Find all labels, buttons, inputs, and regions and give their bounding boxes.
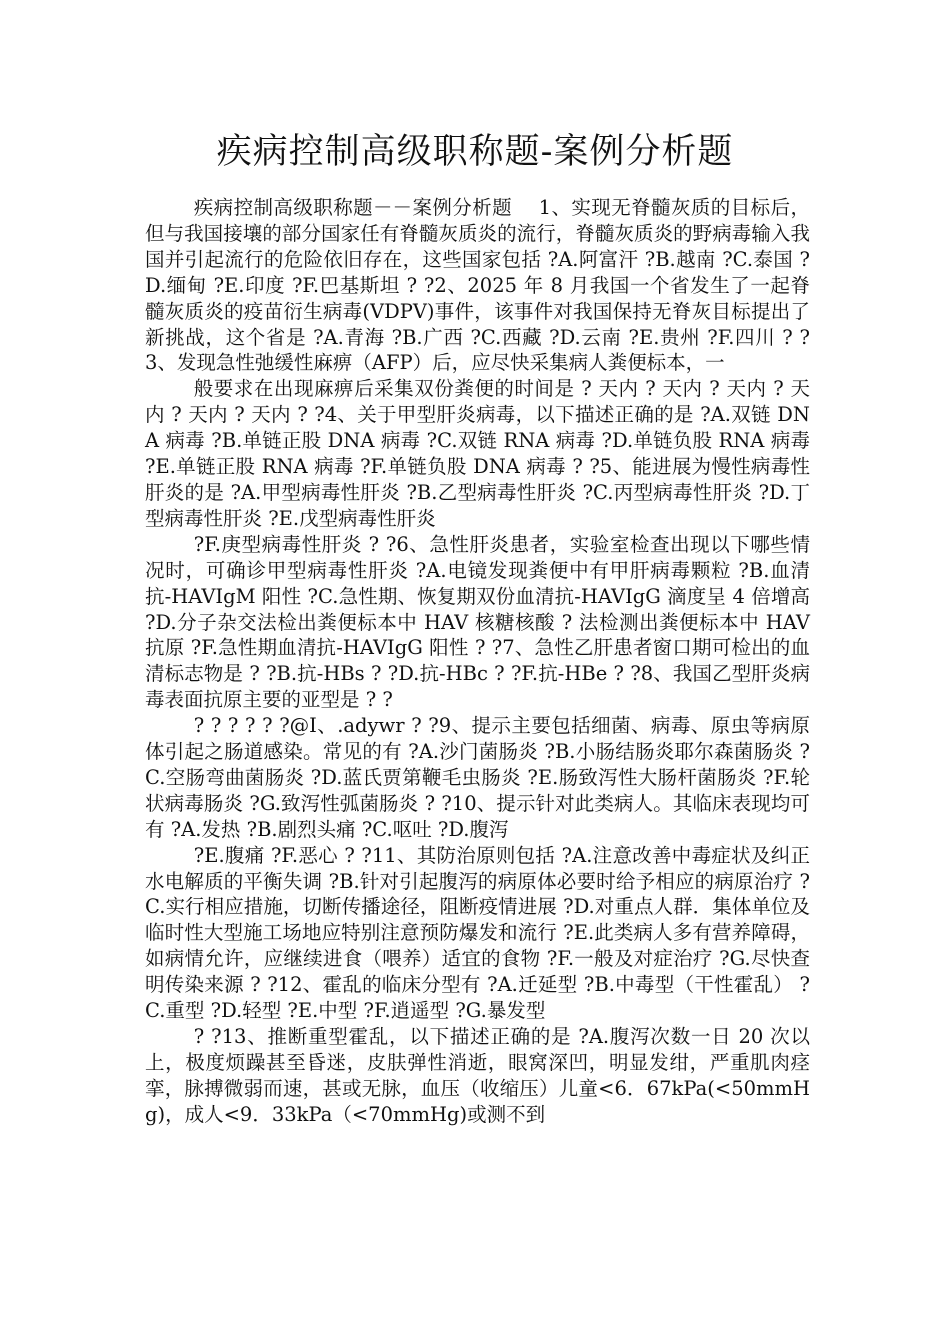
paragraph-6: ? ?13、推断重型霍乱，以下描述正确的是 ?A.腹泻次数一日 20 次以上，极度烦躁甚至昏迷，皮肤弹性消逝，眼窝深凹，明显发绀，严重肌肉痉挛，脉搏微弱而速，甚或无脉，血压（收缩压）儿童<6．67kPa(<50mmHg)，成人<9．33kPa（<70mmHg)或测不到 (145, 1025, 810, 1126)
paragraph-3: ?F.庚型病毒性肝炎 ? ?6、急性肝炎患者，实验室检查出现以下哪些情况时，可确诊甲型病毒性肝炎 ?A.电镜发现粪便中有甲肝病毒颗粒 ?B.血清抗-HAVIgM 阳性 ?C.急性期、恢复期双份血清抗-HAVIgG 滴度呈 4 倍增高 ?D.分子杂交法检出粪便标本中 HAV 核糖核酸 ? 法检测出粪便标本中 HAV 抗原 ?F.急性期血清抗-HAVIgG 阳性 ? ?7、急性乙肝患者窗口期可检出的血清标志物是 ? ?B.抗-HBs ? ?D.抗-HBc ? ?F.抗-HBe ? ?8、我国乙型肝炎病毒表面抗原主要的亚型是 ? ? (145, 532, 810, 712)
paragraph-4: ? ? ? ? ? ?@I、.adywr ? ?9、提示主要包括细菌、病毒、原虫等病原体引起之肠道感染。常见的有 ?A.沙门菌肠炎 ?B.小肠结肠炎耶尔森菌肠炎 ?C.空肠弯曲菌肠炎 ?D.蓝氏贾第鞭毛虫肠炎 ?E.肠致泻性大肠杆菌肠炎 ?F.轮状病毒肠炎 ?G.致泻性弧菌肠炎 ? ?10、提示针对此类病人。其临床表现均可有 ?A.发热 ?B.剧烈头痛 ?C.呕吐 ?D.腹泻 (145, 714, 810, 841)
document-body (145, 195, 810, 1128)
paragraph-1: 疾病控制高级职称题－－案例分析题 1、实现无脊髓灰质的目标后，但与我国接壤的部分国家任有脊髓灰质炎的流行，脊髓灰质炎的野病毒输入我国并引起流行的危险依旧存在，这些国家包括 ?A.阿富汗 ?B.越南 ?C.泰国 ?D.缅甸 ?E.印度 ?F.巴基斯坦 ? ?2、2025 年 8 月我国一个省发生了一起脊髓灰质炎的疫苗衍生病毒(VDPV)事件，该事件对我国保持无脊灰目标提出了新挑战，这个省是 ?A.青海 ?B.广西 ?C.西藏 ?D.云南 ?E.贵州 ?F.四川 ? ?3、发现急性弛缓性麻痹（AFP）后，应尽快采集病人粪便标本，一 (145, 196, 810, 375)
paragraph-5: ?E.腹痛 ?F.恶心 ? ?11、其防治原则包括 ?A.注意改善中毒症状及纠正水电解质的平衡失调 ?B.针对引起腹泻的病原体必要时给予相应的病原治疗 ?C.实行相应措施，切断传播途径，阻断疫情进展 ?D.对重点人群．集体单位及临时性大型施工场地应特别注意预防爆发和流行 ?E.此类病人多有营养障碍，如病情允许，应继续进食（喂养）适宜的食物 ?F.一般及对症治疗 ?G.尽快查明传染来源 ? ?12、霍乱的临床分型有 ?A.迁延型 ?B.中毒型（干性霍乱） ?C.重型 ?D.轻型 ?E.中型 ?F.逍遥型 ?G.暴发型 (145, 843, 810, 1023)
document-title: 疾病控制高级职称题-案例分析题 (216, 132, 734, 172)
paragraph-2: 般要求在出现麻痹后采集双份粪便的时间是 ? 天内 ? 天内 ? 天内 ? 天内 ? 天内 ? 天内 ? ?4、关于甲型肝炎病毒，以下描述正确的是 ?A.双链 DNA 病毒 ?B.单链正股 DNA 病毒 ?C.双链 RNA 病毒 ?D.单链负股 RNA 病毒 ?E.单链正股 RNA 病毒 ?F.单链负股 DNA 病毒 ? ?5、能进展为慢性病毒性肝炎的是 ?A.甲型病毒性肝炎 ?B.乙型病毒性肝炎 ?C.丙型病毒性肝炎 ?D.丁型病毒性肝炎 ?E.戊型病毒性肝炎 (145, 377, 810, 530)
